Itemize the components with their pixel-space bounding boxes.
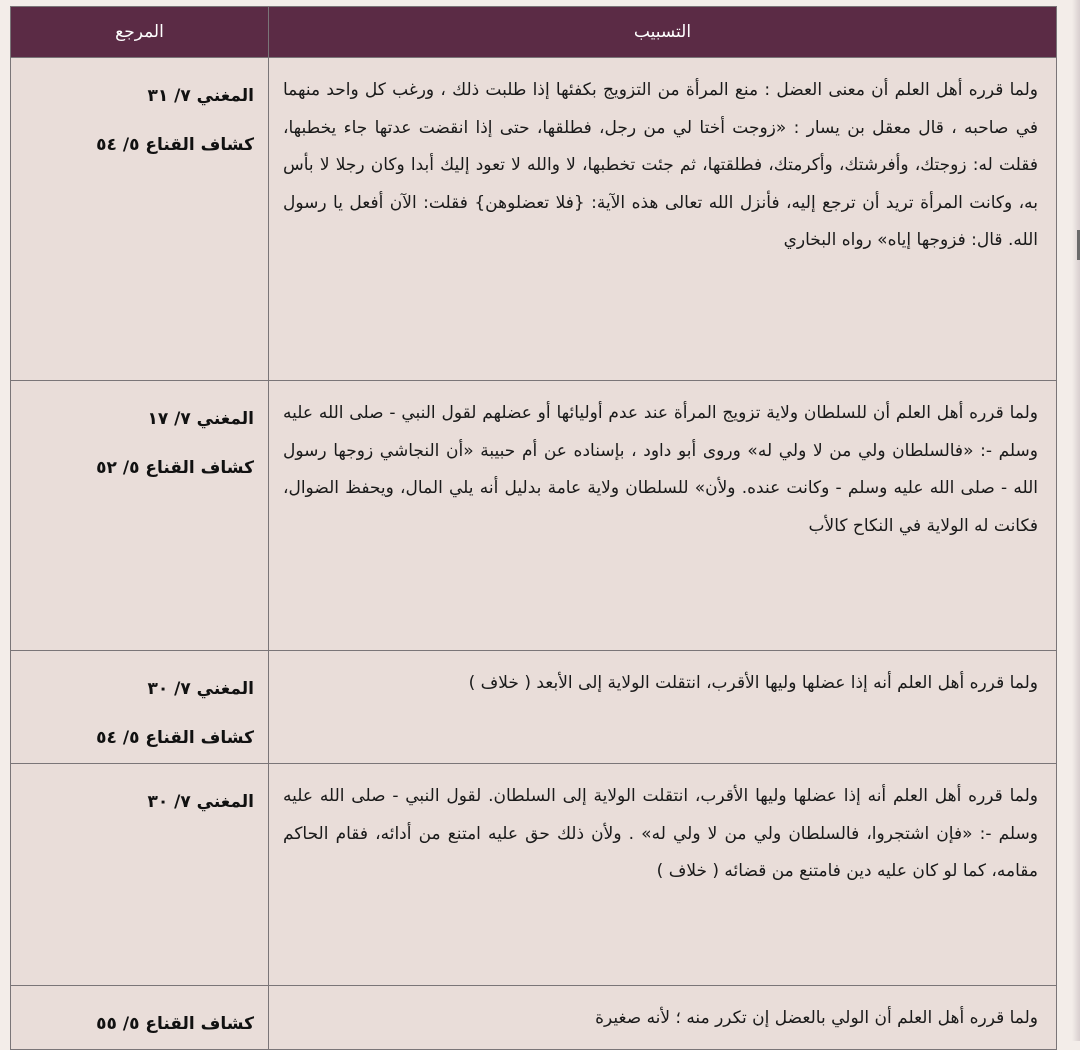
table-row bbox=[11, 381, 1057, 651]
reason-cell bbox=[269, 58, 1057, 381]
reason-text: ولما قرره أهل العلم أنه إذا عضلها وليها الأقرب، انتقلت الولاية إلى الأبعد ( خلاف ) bbox=[468, 673, 1038, 693]
reference-cell bbox=[11, 986, 269, 1050]
table-row bbox=[11, 651, 1057, 764]
reason-text: ولما قرره أهل العلم أن للسلطان ولاية تزويج المرأة عند عدم أوليائها أو عضلهم لقول النبي - صلى الله عليه وسلم -: «فالسلطان ولي من لا ولي له» وروى أبو داود ، بإسناده عن أم حبيبة «أن النجاشي زوجها رسول الله - صلى الله عليه وسلم - وكانت عنده. ولأن» للسلطان ولاية عامة بدليل أنه يلي المال، ويحفظ الضوال، فكانت له الولاية في النكاح كالأب bbox=[283, 403, 1038, 536]
table-row bbox=[11, 986, 1057, 1050]
table-header-row bbox=[11, 7, 1057, 58]
reason-cell bbox=[269, 381, 1057, 651]
reference-cell bbox=[11, 651, 269, 764]
reasoning-table bbox=[10, 6, 1057, 1050]
table-row bbox=[11, 58, 1057, 381]
reference-text: المغني ٧/ ٣٠ bbox=[147, 679, 254, 699]
reference-cell bbox=[11, 764, 269, 986]
header-reference: المرجع bbox=[11, 7, 269, 58]
reference-text: المغني ٧/ ٣٠ bbox=[147, 792, 254, 812]
reference-text: المغني ٧/ ٣١ bbox=[147, 86, 254, 106]
reference-text: المغني ٧/ ١٧ bbox=[147, 409, 254, 429]
reference-cell bbox=[11, 58, 269, 381]
table-row bbox=[11, 764, 1057, 986]
reference-text: كشاف القناع ٥/ ٥٤ bbox=[96, 728, 254, 748]
document-page bbox=[10, 6, 1056, 1041]
reference-text: كشاف القناع ٥/ ٥٥ bbox=[96, 1014, 254, 1034]
page-edge-shadow bbox=[1072, 0, 1080, 1041]
header-reason: التسبيب bbox=[269, 7, 1057, 58]
reason-cell bbox=[269, 764, 1057, 986]
reference-text: كشاف القناع ٥/ ٥٤ bbox=[96, 135, 254, 155]
reason-cell bbox=[269, 986, 1057, 1050]
reason-text: ولما قرره أهل العلم أنه إذا عضلها وليها الأقرب، انتقلت الولاية إلى السلطان. لقول النبي - صلى الله عليه وسلم -: «فإن اشتجروا، فالسلطان ولي من لا ولي له» . ولأن ذلك حق عليه امتنع من أدائه، فقام الحاكم مقامه، كما لو كان عليه دين فامتنع من قضائه ( خلاف ) bbox=[283, 786, 1038, 881]
reason-text: ولما قرره أهل العلم أن معنى العضل : منع المرأة من التزويج بكفئها إذا طلبت ذلك ، ورغب كل واحد منهما في صاحبه ، قال معقل بن يسار : «زوجت أختا لي من رجل، فطلقها، حتى إذا انقضت عدتها جاء يخطبها، فقلت له: زوجتك، وأفرشتك، وأكرمتك، فطلقتها، ثم جئت تخطبها، لا والله لا تعود إليك أبدا وكان رجلا لا بأس به، وكانت المرأة تريد أن ترجع إليه، فأنزل الله تعالى هذه الآية: {فلا تعضلوهن} فقلت: الآن أفعل يا رسول الله. قال: فزوجها إياه» رواه البخاري bbox=[283, 80, 1038, 250]
reference-cell bbox=[11, 381, 269, 651]
reference-text: كشاف القناع ٥/ ٥٢ bbox=[96, 458, 254, 478]
reason-text: ولما قرره أهل العلم أن الولي بالعضل إن تكرر منه ؛ لأنه صغيرة bbox=[595, 1008, 1038, 1028]
reason-cell bbox=[269, 651, 1057, 764]
